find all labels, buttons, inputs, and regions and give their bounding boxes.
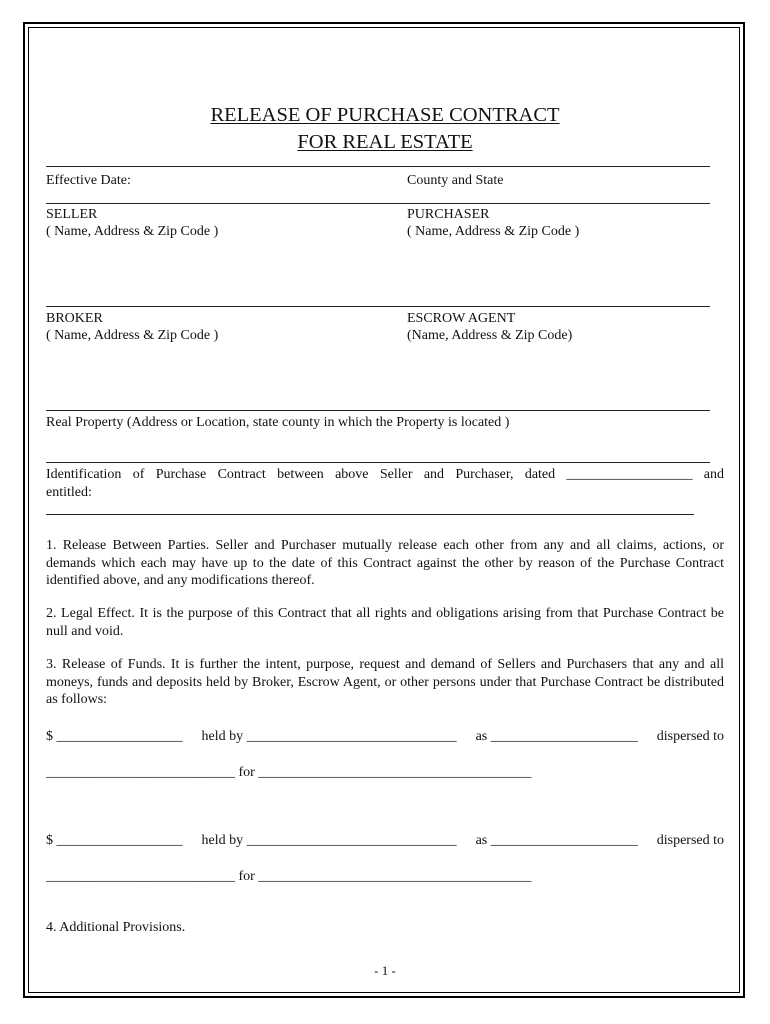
for-row-2: ___________________________ for _______________________________________: [46, 869, 532, 884]
funds-row-2: [46, 832, 724, 849]
identification-line-1: [46, 466, 724, 483]
rule-4: [46, 410, 710, 411]
funds-row-2-dispersed: dispersed to: [656, 833, 724, 848]
for-row-1: ___________________________ for _______________________________________: [46, 765, 532, 780]
funds-row-1-dispersed: dispersed to: [656, 729, 724, 744]
broker-sub: ( Name, Address & Zip Code ): [46, 328, 219, 343]
identification-text: Identification of Purchase Contract between above Seller and Purchaser, dated __________________ and: [46, 467, 724, 482]
section-1-release-between-parties: 1. Release Between Parties. Seller and Purchaser mutually release each other from any and all claims, actions, or demands which each may have up to the date of this Contract against the other by reason of the Purchase Contract identified above, and any modifications thereof.: [46, 538, 724, 588]
seller-label: SELLER: [46, 207, 98, 222]
effective-date-label: Effective Date:: [46, 173, 131, 188]
title-line-1: [0, 103, 770, 127]
funds-row-1-held-by: held by ______________________________: [201, 729, 457, 744]
seller-sub: ( Name, Address & Zip Code ): [46, 224, 219, 239]
purchaser-label: PURCHASER: [407, 207, 490, 222]
title-line-2-text: FOR REAL ESTATE: [297, 131, 473, 153]
escrow-sub: (Name, Address & Zip Code): [407, 328, 573, 343]
rule-5: [46, 462, 710, 463]
rule-1: [46, 166, 710, 167]
broker-label: BROKER: [46, 311, 103, 326]
purchaser-sub: ( Name, Address & Zip Code ): [407, 224, 580, 239]
funds-row-1-amount: $ __________________: [46, 729, 183, 744]
real-property-label: Real Property (Address or Location, state county in which the Property is located ): [46, 415, 510, 430]
rule-2: [46, 203, 710, 204]
section-2-legal-effect: 2. Legal Effect. It is the purpose of this Contract that all rights and obligations arising from that Purchase Contract be null and void.: [46, 606, 724, 639]
title-line-2: [0, 130, 770, 154]
escrow-label: ESCROW AGENT: [407, 311, 516, 326]
funds-row-2-held-by: held by ______________________________: [201, 833, 457, 848]
county-state-label: County and State: [407, 173, 504, 188]
page-number: - 1 -: [374, 963, 396, 978]
identification-line-2: entitled:: [46, 485, 92, 500]
rule-3: [46, 306, 710, 307]
title-line-1-text: RELEASE OF PURCHASE CONTRACT: [210, 104, 560, 126]
section-3-release-of-funds: 3. Release of Funds. It is further the intent, purpose, request and demand of Sellers and Purchasers that any and all moneys, funds and deposits held by Broker, Escrow Agent, or other persons under that Purchase Contract be distributed as follows:: [46, 657, 724, 707]
rule-6: [46, 514, 694, 515]
funds-row-1: [46, 728, 724, 745]
funds-row-1-as: as _____________________: [475, 729, 638, 744]
funds-row-2-as: as _____________________: [475, 833, 638, 848]
section-4-additional-provisions: 4. Additional Provisions.: [46, 920, 186, 935]
funds-row-2-amount: $ __________________: [46, 833, 183, 848]
